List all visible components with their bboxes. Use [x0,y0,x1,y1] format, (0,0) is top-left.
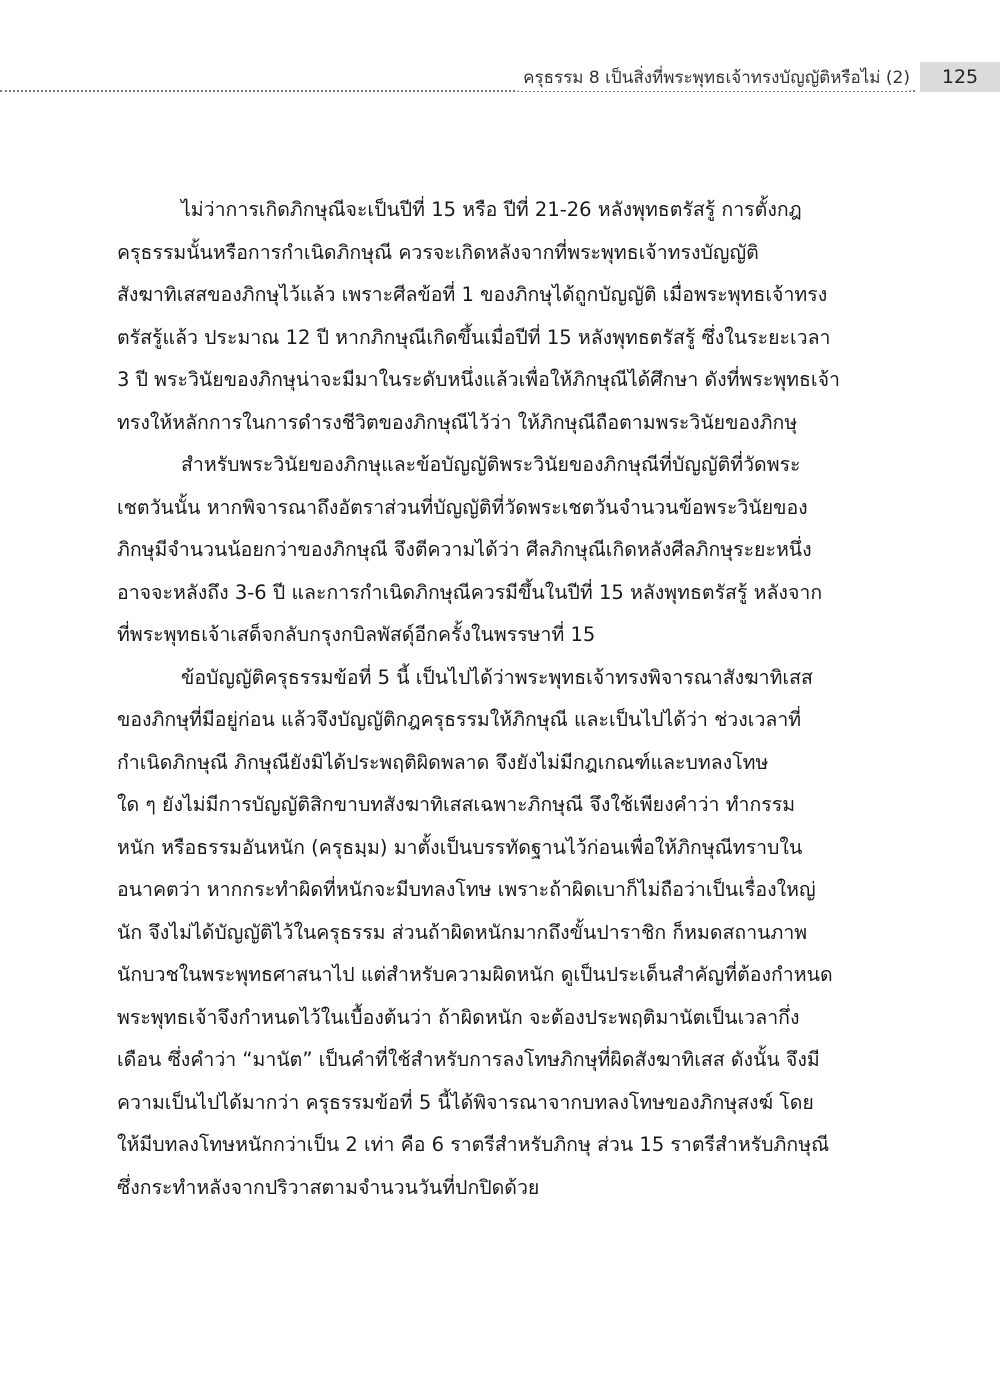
text-line: ภิกษุมีจำนวนน้อยกว่าของภิกษุณี จึงตีความได้ว่า ศีลภิกษุณีเกิดหลังศีลภิกษุระยะหนึ่ง [117,538,812,561]
body-text [117,189,886,1209]
text-line: สำหรับพระวินัยของภิกษุและข้อบัญญัติพระวินัยของภิกษุณีที่บัญญัติที่วัดพระ [181,453,801,476]
text-line: ตรัสรู้แล้ว ประมาณ 12 ปี หากภิกษุณีเกิดขึ้นเมื่อปีที่ 15 หลังพุทธตรัสรู้ ซึ่งในระยะเวลา [117,325,831,349]
text-line: ใด ๆ ยังไม่มีการบัญญัติสิกขาบทสังฆาทิเสสเฉพาะภิกษุณี จึงใช้เพียงคำว่า ทำกรรม [117,793,796,816]
text-line: นักบวชในพระพุทธศาสนาไป แต่สำหรับความผิดหนัก ดูเป็นประเด็นสำคัญที่ต้องกำหนด [117,963,833,986]
text-line: สังฆาทิเสสของภิกษุไว้แล้ว เพราะศีลข้อที่ 1 ของภิกษุได้ถูกบัญญัติ เมื่อพระพุทธเจ้าทรง [117,283,828,306]
text-line: ความเป็นไปได้มากว่า ครุธรรมข้อที่ 5 นี้ได้พิจารณาจากบทลงโทษของภิกษุสงฆ์ โดย [117,1090,814,1114]
running-title: ครุธรรม 8 เป็นสิ่งที่พระพุทธเจ้าทรงบัญญัติหรือไม่ (2) [517,64,910,91]
paragraph-3 [117,657,886,1210]
text-line: อาจจะหลังถึง 3-6 ปี และการกำเนิดภิกษุณีควรมีขึ้นในปีที่ 15 หลังพุทธตรัสรู้ หลังจาก [117,580,823,604]
text-line: นัก จึงไม่ได้บัญญัติไว้ในครุธรรม ส่วนถ้าผิดหนักมากถึงขั้นปาราชิก ก็หมดสถานภาพ [117,920,808,944]
text-line: ไม่ว่าการเกิดภิกษุณีจะเป็นปีที่ 15 หรือ ปีที่ 21-26 หลังพุทธตรัสรู้ การตั้งกฎ [181,198,802,221]
page-number: 125 [920,62,1000,92]
text-line: ให้มีบทลงโทษหนักกว่าเป็น 2 เท่า คือ 6 ราตรีสำหรับภิกษุ ส่วน 15 ราตรีสำหรับภิกษุณี [117,1133,830,1156]
text-line: พระพุทธเจ้าจึงกำหนดไว้ในเบื้องต้นว่า ถ้าผิดหนัก จะต้องประพฤติมานัตเป็นเวลากึ่ง [117,1005,800,1029]
text-line: ที่พระพุทธเจ้าเสด็จกลับกรุงกบิลพัสดุ์อีกครั้งในพรรษาที่ 15 [117,623,596,646]
text-line: ข้อบัญญัติครุธรรมข้อที่ 5 นี้ เป็นไปได้ว่าพระพุทธเจ้าทรงพิจารณาสังฆาทิเสส [181,665,813,689]
text-line: ซึ่งกระทำหลังจากปริวาสตามจำนวนวันที่ปกปิดด้วย [117,1175,540,1199]
text-line: 3 ปี พระวินัยของภิกษุน่าจะมีมาในระดับหนึ่งแล้วเพื่อให้ภิกษุณีได้ศึกษา ดังที่พระพุทธเจ้า [117,368,840,391]
text-line: อนาคตว่า หากกระทำผิดที่หนักจะมีบทลงโทษ เพราะถ้าผิดเบาก็ไม่ถือว่าเป็นเรื่องใหญ่ [117,878,816,901]
paragraph-2 [117,444,886,657]
text-line: เชตวันนั้น หากพิจารณาถึงอัตราส่วนที่บัญญัติที่วัดพระเชตวันจำนวนข้อพระวินัยของ [117,495,808,519]
text-line: กำเนิดภิกษุณี ภิกษุณียังมิได้ประพฤติผิดพลาด จึงยังไม่มีกฎเกณฑ์และบทลงโทษ [117,750,769,774]
text-line: ทรงให้หลักการในการดำรงชีวิตของภิกษุณีไว้ว่า ให้ภิกษุณีถือตามพระวินัยของภิกษุ [117,410,798,434]
text-line: หนัก หรือธรรมอันหนัก (ครุธมฺม) มาตั้งเป็นบรรทัดฐานไว้ก่อนเพื่อให้ภิกษุณีทราบใน [117,835,803,859]
text-line: ของภิกษุที่มีอยู่ก่อน แล้วจึงบัญญัติกฎครุธรรมให้ภิกษุณี และเป็นไปได้ว่า ช่วงเวลาที่ [117,708,802,731]
text-line: เดือน ซึ่งคำว่า “มานัต” เป็นคำที่ใช้สำหรับการลงโทษภิกษุที่ผิดสังฆาทิเสส ดังนั้น จึงมี [117,1048,820,1071]
text-line: ครุธรรมนั้นหรือการกำเนิดภิกษุณี ควรจะเกิดหลังจากที่พระพุทธเจ้าทรงบัญญัติ [117,240,759,264]
paragraph-1 [117,189,886,444]
running-header [0,62,1000,94]
